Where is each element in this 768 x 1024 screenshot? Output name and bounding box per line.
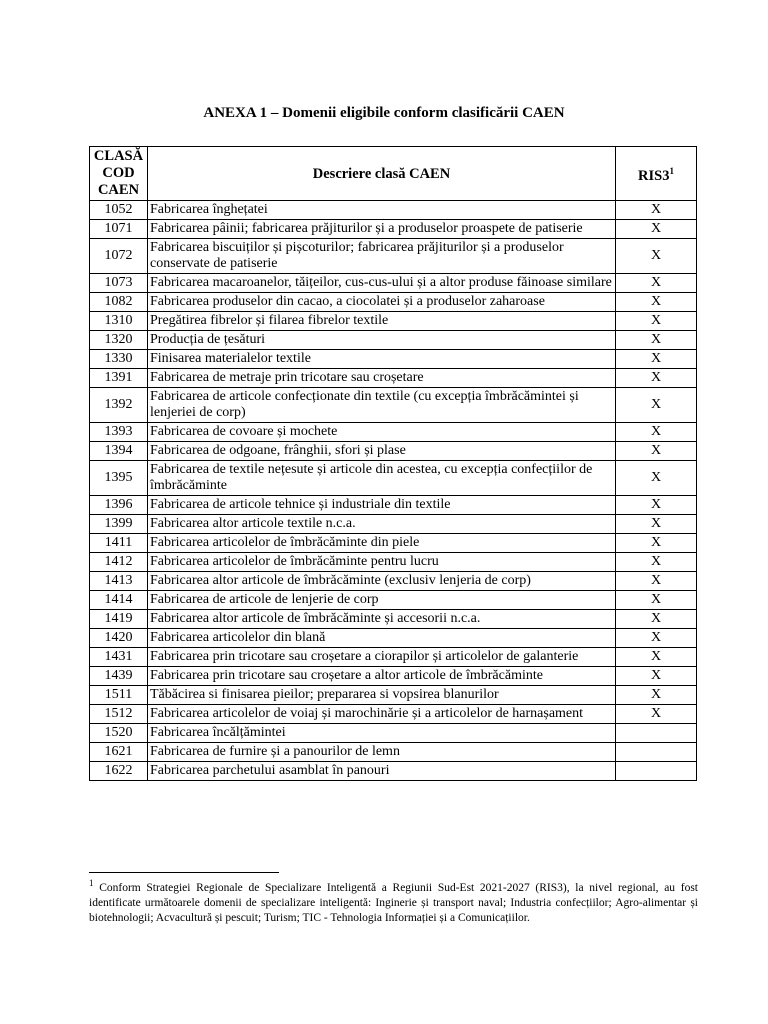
- code-cell: 1393: [90, 423, 148, 442]
- ris-cell: X: [616, 239, 697, 274]
- code-cell: 1310: [90, 312, 148, 331]
- table-row: [90, 274, 697, 293]
- ris-cell: X: [616, 648, 697, 667]
- table-row: [90, 648, 697, 667]
- code-cell: 1391: [90, 369, 148, 388]
- ris-cell: X: [616, 461, 697, 496]
- header-code: [90, 147, 148, 201]
- code-cell: 1520: [90, 724, 148, 743]
- code-cell: 1622: [90, 762, 148, 781]
- ris-cell: X: [616, 331, 697, 350]
- table-row: [90, 534, 697, 553]
- ris-cell: X: [616, 274, 697, 293]
- footnote-divider: [89, 872, 279, 873]
- footnote-text: Conform Strategiei Regionale de Specializare Inteligentă a Regiunii Sud-Est 2021-2027 (RIS3), la nivel regional, au fost identificate următoarele domenii de specializare inteligentă: Inginerie și transport naval; Industria confecțiilor; Agro-alimentar și biotehnologii; Acvacultură și pescuit; Turism; TIC - Tehnologia Informației și a Comunicațiilor.: [89, 881, 698, 924]
- ris-cell: X: [616, 442, 697, 461]
- description-cell: Fabricarea de articole tehnice și industriale din textile: [148, 496, 616, 515]
- ris-cell: X: [616, 534, 697, 553]
- code-cell: 1395: [90, 461, 148, 496]
- table-row: [90, 220, 697, 239]
- code-cell: 1413: [90, 572, 148, 591]
- code-cell: 1082: [90, 293, 148, 312]
- ris-cell: X: [616, 591, 697, 610]
- header-code-line3: CAEN: [97, 182, 140, 198]
- table-row: [90, 331, 697, 350]
- table-row: [90, 762, 697, 781]
- description-cell: Fabricarea prin tricotare sau croșetare a ciorapilor și articolelor de galanterie: [148, 648, 616, 667]
- description-cell: Fabricarea de furnire și a panourilor de lemn: [148, 743, 616, 762]
- table-row: [90, 423, 697, 442]
- ris-cell: X: [616, 572, 697, 591]
- description-cell: Fabricarea altor articole de îmbrăcăminte și accesorii n.c.a.: [148, 610, 616, 629]
- code-cell: 1511: [90, 686, 148, 705]
- code-cell: 1420: [90, 629, 148, 648]
- code-cell: 1396: [90, 496, 148, 515]
- caen-table: [89, 146, 697, 781]
- description-cell: Fabricarea de articole confecționate din textile (cu excepția îmbrăcămintei și lenjeriei de corp): [148, 388, 616, 423]
- description-cell: Fabricarea macaroanelor, tăițeilor, cus-cus-ului și a altor produse făinoase similare: [148, 274, 616, 293]
- footnote: [89, 876, 698, 926]
- ris-cell: X: [616, 496, 697, 515]
- table-row: [90, 743, 697, 762]
- ris-cell: X: [616, 629, 697, 648]
- table-row: [90, 724, 697, 743]
- code-cell: 1512: [90, 705, 148, 724]
- page-title: ANEXA 1 – Domenii eligibile conform clasificării CAEN: [203, 105, 565, 121]
- ris-cell: X: [616, 369, 697, 388]
- table-row: [90, 496, 697, 515]
- table-row: [90, 610, 697, 629]
- description-cell: Fabricarea de metraje prin tricotare sau croșetare: [148, 369, 616, 388]
- ris-cell: X: [616, 610, 697, 629]
- table-row: [90, 572, 697, 591]
- table-body: [90, 201, 697, 781]
- code-cell: 1414: [90, 591, 148, 610]
- table-row: [90, 591, 697, 610]
- ris-cell: X: [616, 220, 697, 239]
- table-row: [90, 629, 697, 648]
- ris-cell: X: [616, 293, 697, 312]
- description-cell: Fabricarea altor articole de îmbrăcăminte (exclusiv lenjeria de corp): [148, 572, 616, 591]
- ris-cell: X: [616, 201, 697, 220]
- code-cell: 1431: [90, 648, 148, 667]
- ris-cell: X: [616, 667, 697, 686]
- code-cell: 1330: [90, 350, 148, 369]
- ris-cell: X: [616, 423, 697, 442]
- table-row: [90, 667, 697, 686]
- description-cell: Fabricarea articolelor de îmbrăcăminte din piele: [148, 534, 616, 553]
- description-cell: Fabricarea de articole de lenjerie de corp: [148, 591, 616, 610]
- header-ris-footnote-marker: 1: [669, 166, 674, 177]
- ris-cell: X: [616, 312, 697, 331]
- description-cell: Pregătirea fibrelor și filarea fibrelor textile: [148, 312, 616, 331]
- code-cell: 1073: [90, 274, 148, 293]
- code-cell: 1072: [90, 239, 148, 274]
- table-row: [90, 461, 697, 496]
- code-cell: 1621: [90, 743, 148, 762]
- ris-cell: [616, 724, 697, 743]
- description-cell: Fabricarea de covoare și mochete: [148, 423, 616, 442]
- description-cell: Fabricarea de textile nețesute și articole din acestea, cu excepția confecțiilor de îmbrăcăminte: [148, 461, 616, 496]
- table-row: [90, 515, 697, 534]
- description-cell: Fabricarea articolelor din blană: [148, 629, 616, 648]
- table-row: [90, 350, 697, 369]
- code-cell: 1392: [90, 388, 148, 423]
- ris-cell: [616, 762, 697, 781]
- code-cell: 1411: [90, 534, 148, 553]
- table-row: [90, 705, 697, 724]
- description-cell: Fabricarea înghețatei: [148, 201, 616, 220]
- table-row: [90, 686, 697, 705]
- table-header: [90, 147, 697, 201]
- code-cell: 1419: [90, 610, 148, 629]
- footnote-marker: 1: [89, 878, 94, 888]
- header-ris: [616, 147, 697, 201]
- table-row: [90, 388, 697, 423]
- ris-cell: X: [616, 553, 697, 572]
- ris-cell: [616, 743, 697, 762]
- header-ris-label: RIS3: [638, 167, 670, 184]
- description-cell: Fabricarea articolelor de voiaj și marochinărie și a articolelor de harnașament: [148, 705, 616, 724]
- description-cell: Producția de țesături: [148, 331, 616, 350]
- code-cell: 1394: [90, 442, 148, 461]
- header-code-line2: COD: [102, 165, 135, 181]
- table-row: [90, 442, 697, 461]
- table-row: [90, 201, 697, 220]
- description-cell: Fabricarea biscuiților și pișcoturilor; fabricarea prăjiturilor și a produselor conservate de patiserie: [148, 239, 616, 274]
- header-row: [90, 147, 697, 201]
- description-cell: Tăbăcirea si finisarea pieilor; prepararea si vopsirea blanurilor: [148, 686, 616, 705]
- ris-cell: X: [616, 515, 697, 534]
- table-row: [90, 369, 697, 388]
- description-cell: Fabricarea pâinii; fabricarea prăjiturilor și a produselor proaspete de patiserie: [148, 220, 616, 239]
- code-cell: 1071: [90, 220, 148, 239]
- header-code-line1: CLASĂ: [93, 148, 144, 164]
- code-cell: 1052: [90, 201, 148, 220]
- description-cell: Fabricarea încălțămintei: [148, 724, 616, 743]
- description-cell: Fabricarea produselor din cacao, a ciocolatei și a produselor zaharoase: [148, 293, 616, 312]
- code-cell: 1399: [90, 515, 148, 534]
- table-row: [90, 312, 697, 331]
- table-row: [90, 239, 697, 274]
- code-cell: 1439: [90, 667, 148, 686]
- description-cell: Fabricarea parchetului asamblat în panouri: [148, 762, 616, 781]
- header-description: Descriere clasă CAEN: [148, 147, 616, 201]
- code-cell: 1320: [90, 331, 148, 350]
- description-cell: Fabricarea altor articole textile n.c.a.: [148, 515, 616, 534]
- description-cell: Fabricarea articolelor de îmbrăcăminte pentru lucru: [148, 553, 616, 572]
- code-cell: 1412: [90, 553, 148, 572]
- table-row: [90, 293, 697, 312]
- ris-cell: X: [616, 705, 697, 724]
- ris-cell: X: [616, 388, 697, 423]
- description-cell: Finisarea materialelor textile: [148, 350, 616, 369]
- ris-cell: X: [616, 350, 697, 369]
- table-row: [90, 553, 697, 572]
- description-cell: Fabricarea prin tricotare sau croșetare a altor articole de îmbrăcăminte: [148, 667, 616, 686]
- description-cell: Fabricarea de odgoane, frânghii, sfori și plase: [148, 442, 616, 461]
- ris-cell: X: [616, 686, 697, 705]
